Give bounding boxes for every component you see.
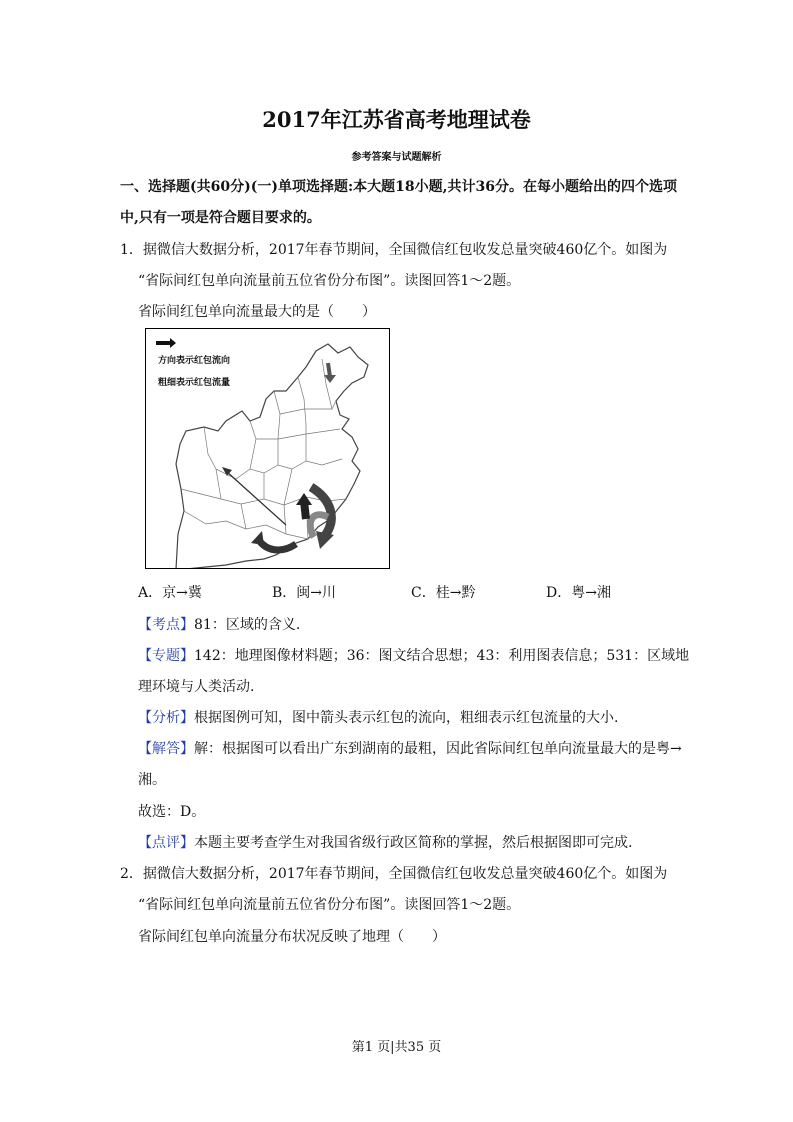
- page-footer: 第1 页|共35 页: [351, 1040, 442, 1055]
- legend-arrow-icon: [156, 338, 176, 348]
- q1-stem-line2: “省际间红包单向流量前五位省份分布图”。读图回答1～2题。: [138, 273, 521, 289]
- jieda-tag: 【解答】: [138, 741, 194, 757]
- q1-option-a: A．京→冀: [138, 585, 202, 601]
- province-flow-map: [145, 328, 390, 569]
- legend-direction: 方向表示红包流向: [158, 356, 231, 366]
- q2-stem-line1: 2．据微信大数据分析，2017年春节期间，全国微信红包收发总量突破460亿个。如图为: [120, 866, 668, 882]
- q1-zhuanti: [138, 645, 689, 665]
- section-heading-line1: 一、选择题(共60分)(一)单项选择题:本大题18小题,共计36分。在每小题给出的四个选项: [120, 179, 677, 195]
- fenxi-text: 根据图例可知，图中箭头表示红包的流向，粗细表示红包流量的大小.: [194, 710, 619, 726]
- fenxi-tag: 【分析】: [138, 710, 194, 726]
- section-heading-line2: 中,只有一项是符合题目要求的。: [120, 210, 321, 226]
- q1-stem-line1: 1．据微信大数据分析，2017年春节期间，全国微信红包收发总量突破460亿个。如图为: [120, 242, 668, 258]
- q1-jieda-cont: 湘。: [138, 772, 166, 788]
- q1-zhuanti-cont: 理环境与人类活动.: [138, 679, 255, 695]
- q2-stem-line2: “省际间红包单向流量前五位省份分布图”。读图回答1～2题。: [138, 897, 521, 913]
- q1-option-d: D．粤→湘: [546, 585, 611, 601]
- q1-option-b: B．闽→川: [272, 585, 337, 601]
- q1-answer: 故选：D。: [138, 804, 206, 820]
- q1-question: 省际间红包单向流量最大的是（ ）: [138, 304, 376, 320]
- q1-jieda: [138, 738, 682, 758]
- zhuanti-tag: 【专题】: [138, 648, 194, 664]
- q2-question: 省际间红包单向流量分布状况反映了地理（ ）: [138, 929, 446, 945]
- flow-arrow-north: [328, 363, 330, 377]
- flow-arrow-thin: [226, 471, 286, 525]
- kaodian-text: 81：区域的含义.: [194, 617, 301, 633]
- dianping-text: 本题主要考查学生对我国省级行政区简称的掌握，然后根据图即可完成.: [194, 835, 633, 851]
- dianping-tag: 【点评】: [138, 835, 194, 851]
- document-title: 2017年江苏省高考地理试卷: [262, 107, 531, 132]
- document-subtitle: 参考答案与试题解析: [351, 152, 442, 163]
- q1-kaodian: [138, 614, 300, 634]
- q1-dianping: [138, 832, 632, 852]
- kaodian-tag: 【考点】: [138, 617, 194, 633]
- legend-thickness: 粗细表示红包流量: [158, 378, 231, 388]
- q1-option-c: C．桂→黔: [411, 585, 476, 601]
- jieda-text: 解：根据图可以看出广东到湖南的最粗，因此省际间红包单向流量最大的是粤→: [194, 741, 682, 757]
- q1-fenxi: [138, 707, 618, 727]
- zhuanti-text: 142：地理图像材料题；36：图文结合思想；43：利用图表信息；531：区域地: [194, 648, 690, 664]
